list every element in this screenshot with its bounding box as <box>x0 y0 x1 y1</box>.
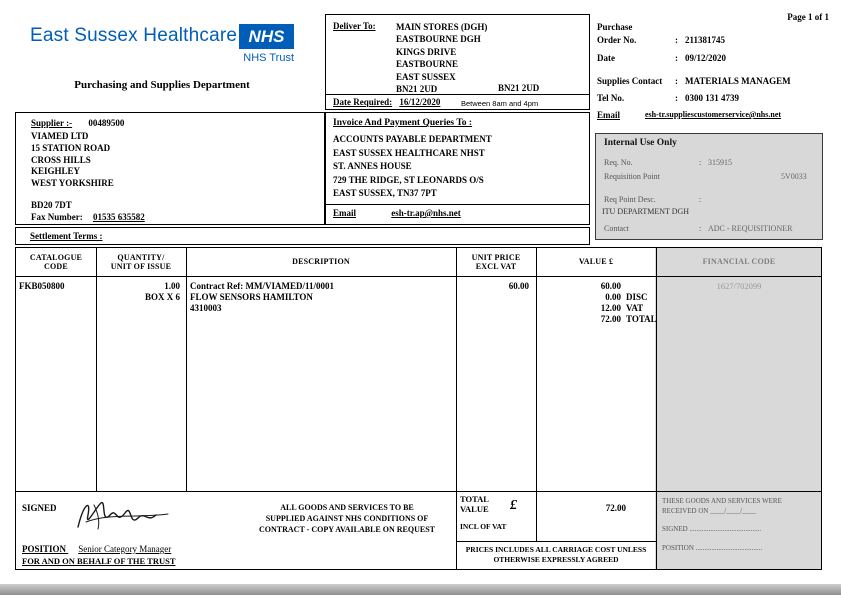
value-amount: 0.00 <box>605 292 621 302</box>
address-line: KEIGHLEY <box>31 166 81 177</box>
address-line: WEST YORKSHIRE <box>31 178 114 189</box>
trust-type-label: NHS Trust <box>243 52 294 64</box>
address-line: EAST SUSSEX <box>396 71 456 82</box>
received-position-line: POSITION ...................................... <box>662 544 763 552</box>
deliver-to-address <box>396 21 487 95</box>
on-behalf-text: FOR AND ON BEHALF OF THE TRUST <box>22 556 176 566</box>
conditions-line: ALL GOODS AND SERVICES TO BE <box>280 503 414 512</box>
order-email-row <box>597 110 825 120</box>
fax-value: 01535 635582 <box>93 212 145 222</box>
header-line: EXCL VAT <box>475 262 517 271</box>
financial-code-cell: 1627/702099 <box>716 281 762 291</box>
total-value-label-cell <box>456 491 536 541</box>
supplier-address <box>31 131 114 190</box>
colon: : <box>699 224 702 233</box>
req-point-desc-label: Req Point Desc. <box>604 195 656 204</box>
position-value: Senior Category Manager <box>78 544 172 554</box>
nhs-logo: NHS <box>239 24 294 49</box>
col-header-unit-price <box>456 248 536 276</box>
value-label <box>626 281 656 292</box>
header-line: DESCRIPTION <box>292 257 350 267</box>
requisition-point-row <box>604 172 816 181</box>
value-line <box>536 303 657 314</box>
order-date-row <box>597 53 825 63</box>
colon: : <box>675 53 678 63</box>
col-header-description <box>186 248 456 276</box>
settlement-terms-label: Settlement Terms : <box>30 231 103 241</box>
signed-label: SIGNED <box>22 503 57 513</box>
value-line <box>536 292 657 303</box>
contact-row <box>604 224 816 233</box>
date-required-row <box>333 97 440 107</box>
goods-received-cell <box>656 491 821 569</box>
table-footer <box>16 491 821 569</box>
header-line: CODE <box>44 262 68 271</box>
header-line: QUANTITY/ <box>117 252 165 262</box>
date-required-value: 16/12/2020 <box>399 97 441 107</box>
received-line: THESE GOODS AND SERVICES WERE <box>662 497 782 505</box>
received-line: RECEIVED ON ____/____/____ <box>662 507 757 515</box>
carriage-notice <box>456 541 656 569</box>
value-label: TOTAL <box>626 314 657 324</box>
address-line: 729 THE RIDGE, ST LEONARDS O/S <box>333 174 484 185</box>
colon: : <box>675 35 678 45</box>
divider <box>326 204 589 205</box>
value-cell <box>536 281 657 325</box>
invoice-email-row <box>333 208 461 218</box>
col-header-quantity <box>96 248 186 276</box>
total-value: 72.00 <box>605 503 626 513</box>
quantity-value: 1.00 <box>164 281 180 291</box>
department-title: Purchasing and Supplies Department <box>74 79 250 91</box>
description-cell <box>190 281 334 314</box>
colon: : <box>699 195 702 204</box>
order-date-value: 09/12/2020 <box>685 53 727 63</box>
req-no-label: Req. No. <box>604 158 633 167</box>
order-number-value: 211381745 <box>685 35 726 45</box>
description-line: FLOW SENSORS HAMILTON <box>190 292 313 302</box>
date-required-label: Date Required: <box>333 97 393 107</box>
value-amount: 60.00 <box>600 281 621 291</box>
conditions-text <box>238 502 456 535</box>
page-number: Page 1 of 1 <box>787 12 829 22</box>
colon: : <box>675 76 678 86</box>
address-line: EAST SUSSEX HEALTHCARE NHST <box>333 147 485 158</box>
contact-label: Contact <box>604 224 629 233</box>
col-header-value <box>536 248 656 276</box>
fax-label: Fax Number: <box>31 212 83 222</box>
total-label: TOTAL <box>460 494 489 504</box>
supplier-section <box>15 112 325 225</box>
address-line: MAIN STORES (DGH) <box>396 22 488 32</box>
contact-value: ADC - REQUISITIONER <box>708 224 793 233</box>
value-line <box>536 314 657 325</box>
colon: : <box>699 158 702 167</box>
internal-use-section <box>595 133 823 240</box>
address-line: KINGS DRIVE <box>396 46 457 57</box>
address-line: ST. ANNES HOUSE <box>333 161 412 172</box>
column-divider <box>186 248 187 491</box>
unit-price-cell: 60.00 <box>508 281 529 291</box>
requisition-point-value: 5V0033 <box>781 172 807 181</box>
address-line: EASTBOURNE <box>396 59 459 70</box>
header-line: VALUE £ <box>578 257 614 267</box>
order-email-label: Email <box>597 110 621 120</box>
req-point-desc-value: ITU DEPARTMENT DGH <box>602 207 690 216</box>
address-line: BN21 2UD <box>396 84 438 95</box>
invoice-queries-title: Invoice And Payment Queries To : <box>333 118 473 128</box>
address-line: EAST SUSSEX, TN37 7PT <box>333 188 437 199</box>
invoice-queries-section <box>325 112 590 225</box>
req-point-desc-row <box>604 195 816 204</box>
conditions-line: SUPPLIED AGAINST NHS CONDITIONS OF <box>265 514 429 523</box>
received-signed-line: SIGNED ......................................... <box>662 525 762 533</box>
divider <box>326 94 589 95</box>
header-line: CATALOGUE <box>29 252 83 262</box>
invoice-email-label: Email <box>333 208 357 218</box>
supplier-header <box>31 118 124 128</box>
address-line: ACCOUNTS PAYABLE DEPARTMENT <box>333 134 492 144</box>
req-no-value: 315915 <box>708 158 732 167</box>
unit-of-issue: BOX X 6 <box>144 292 180 302</box>
fax-row <box>31 212 145 222</box>
description-line: 4310003 <box>190 303 222 313</box>
purchase-label: Purchase <box>597 22 633 32</box>
tel-label: Tel No. <box>597 93 625 103</box>
order-number-label: Order No. <box>597 35 637 45</box>
supplier-code: 00489500 <box>88 118 125 128</box>
order-date-label: Date <box>597 53 615 63</box>
address-line: 15 STATION ROAD <box>31 142 111 153</box>
req-no-row <box>604 158 816 167</box>
catalogue-code-cell: FKB050800 <box>19 281 65 291</box>
order-number-row <box>597 35 825 45</box>
signature <box>68 493 193 539</box>
deliver-to-label: Deliver To: <box>333 21 376 31</box>
header-line: UNIT OF ISSUE <box>110 262 172 271</box>
quantity-cell <box>96 281 180 303</box>
requisition-point-label: Requisition Point <box>604 172 660 181</box>
value-label: VALUE <box>460 504 489 514</box>
invoice-address <box>333 133 492 201</box>
description-line: Contract Ref: MM/VIAMED/11/0001 <box>190 281 334 291</box>
colon: : <box>675 93 678 103</box>
deliver-to-section <box>325 14 590 110</box>
tel-value: 0300 131 4739 <box>685 93 739 103</box>
order-email-value: esh-tr.suppliescustomerservice@nhs.net <box>645 110 782 119</box>
order-items-table <box>15 247 822 570</box>
supplies-contact-label: Supplies Contact <box>597 76 663 86</box>
tel-row <box>597 93 825 103</box>
address-line: CROSS HILLS <box>31 154 91 165</box>
supplier-label: Supplier :- <box>31 118 73 128</box>
col-header-catalogue-code <box>16 248 96 276</box>
supplies-contact-row <box>597 76 825 86</box>
invoice-email-value: esh-tr.ap@nhs.net <box>391 208 461 218</box>
trust-name: East Sussex Healthcare <box>30 25 238 46</box>
value-amount: 72.00 <box>600 314 621 324</box>
address-line: VIAMED LTD <box>31 131 89 141</box>
currency-symbol: £ <box>510 498 517 513</box>
supplier-postcode: BD20 7DT <box>31 200 72 210</box>
col-header-financial-code <box>656 248 822 276</box>
header-line: UNIT PRICE <box>471 252 521 262</box>
carriage-line: OTHERWISE EXPRESSLY AGREED <box>493 555 619 564</box>
header-divider <box>16 276 821 277</box>
incl-vat-label: INCL OF VAT <box>460 522 507 531</box>
value-label: DISC <box>626 292 648 302</box>
value-label: VAT <box>626 303 644 313</box>
delivery-window: Between 8am and 4pm <box>461 99 539 108</box>
settlement-terms-section <box>15 227 590 245</box>
internal-use-title: Internal Use Only <box>604 138 677 148</box>
conditions-line: CONTRACT - COPY AVAILABLE ON REQUEST <box>259 525 435 534</box>
carriage-line: PRICES INCLUDES ALL CARRIAGE COST UNLESS <box>465 545 647 554</box>
header-line: FINANCIAL CODE <box>702 257 776 267</box>
supplies-contact-value: MATERIALS MANAGEM <box>685 76 791 86</box>
value-line <box>536 281 657 292</box>
page-edge-shadow <box>0 584 841 595</box>
deliver-postcode-duplicate: BN21 2UD <box>498 83 540 93</box>
position-row <box>22 544 171 554</box>
position-label: POSITION <box>22 544 67 554</box>
value-amount: 12.00 <box>600 303 621 313</box>
address-line: EASTBOURNE DGH <box>396 34 481 45</box>
